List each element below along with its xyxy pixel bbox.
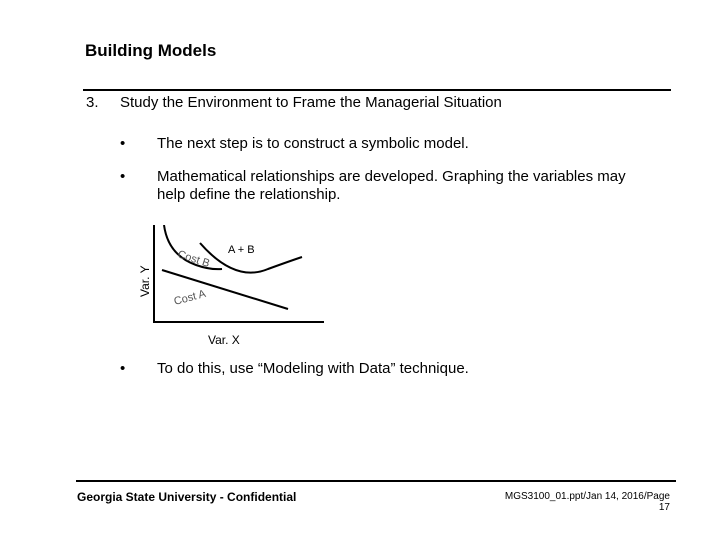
bullet-text-3: To do this, use “Modeling with Data” technique.	[157, 360, 469, 377]
bullet-text-2: Mathematical relationships are developed. Graphing the variables may help define the relationship.	[157, 168, 626, 203]
footer-organization: Georgia State University - Confidential	[77, 490, 297, 504]
bullet-marker: •	[120, 360, 126, 377]
x-axis-label: Var. X	[208, 333, 240, 347]
slide-title: Building Models	[85, 41, 217, 60]
total-cost-label: A + B	[228, 244, 255, 256]
item-heading: Study the Environment to Frame the Managerial Situation	[120, 94, 502, 111]
y-axis-label: Var. Y	[138, 265, 152, 297]
item-number: 3.	[86, 94, 99, 111]
bullet-marker: •	[120, 168, 126, 185]
title-divider	[83, 89, 671, 91]
footer-divider	[76, 480, 676, 482]
cost-diagram	[130, 225, 330, 350]
cost-a-label: Cost A	[172, 287, 208, 308]
footer-page-info: MGS3100_01.ppt/Jan 14, 2016/Page 17	[504, 491, 670, 513]
cost-b-label: Cost B	[176, 248, 212, 271]
bullet-text-1: The next step is to construct a symbolic model.	[157, 135, 469, 152]
bullet-marker: •	[120, 135, 126, 152]
